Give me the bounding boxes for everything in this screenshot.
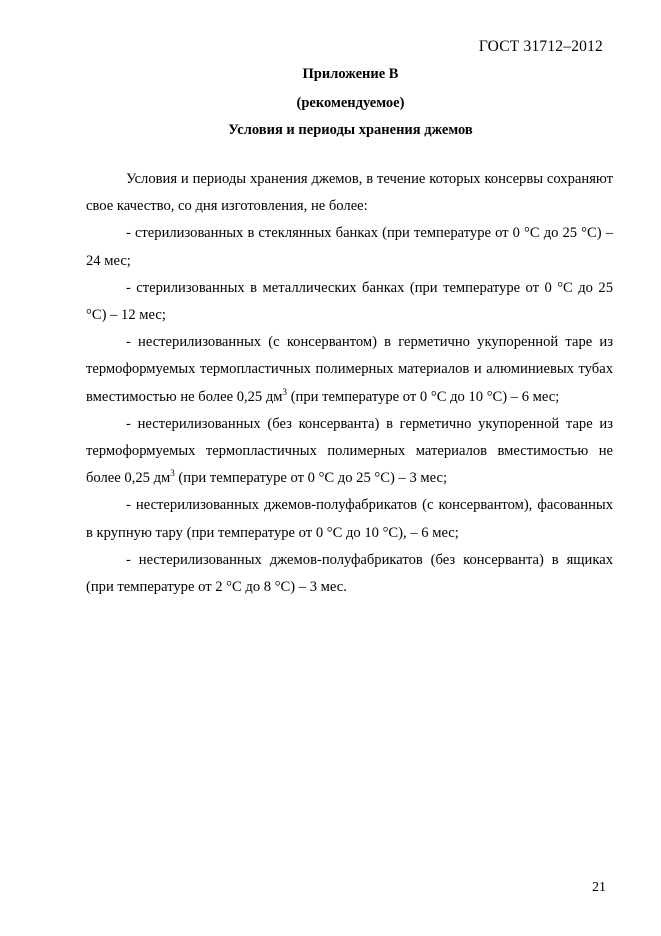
- list-item-text: - нестерилизованных (с консервантом) в герметично укупоренной таре из термоформуемых термопластичных полимерных материалов и алюминиевых тубах вместимостью не более 0,25 дм: [86, 334, 613, 405]
- list-item: - нестерилизованных джемов-полуфабрикатов (без консерванта) в ящиках (при температуре от 2 °С до 8 °С) – 3 мес.: [86, 551, 613, 596]
- list-item: [86, 411, 613, 493]
- body-text: [86, 166, 613, 601]
- appendix-subject: Условия и периоды хранения джемов: [228, 122, 473, 138]
- appendix-title: Приложение В: [302, 66, 399, 82]
- page-number: 21: [592, 880, 606, 895]
- list-item: - нестерилизованных джемов-полуфабрикатов (с консервантом), фасованных в крупную тару (при температуре от 0 °С до 10 °С), – 6 мес;: [86, 497, 613, 541]
- superscript: 3: [170, 468, 175, 479]
- appendix-status: (рекомендуемое): [296, 95, 405, 111]
- intro-paragraph: Условия и периоды хранения джемов, в течение которых консервы сохраняют свое качество, со дня изготовления, не более:: [86, 171, 613, 215]
- list-item: - стерилизованных в стеклянных банках (при температуре от 0 °С до 25 °С) – 24 мес;: [86, 225, 613, 269]
- superscript: 3: [282, 386, 288, 397]
- standard-code: ГОСТ 31712–2012: [478, 38, 603, 55]
- list-item-text: - нестерилизованных (без консерванта) в герметично укупоренной таре из термоформуемых термопластичных полимерных материалов вместимостью не более 0,25 дм: [86, 415, 613, 487]
- list-item-text: (при температуре от 0 °С до 10 °С) – 6 мес;: [287, 388, 560, 405]
- list-item: [86, 329, 613, 411]
- list-item-text: (при температуре от 0 °С до 25 °С) – 3 мес;: [174, 470, 448, 487]
- list-item: - стерилизованных в металлических банках (при температуре от 0 °С до 25 °С) – 12 мес;: [86, 279, 613, 324]
